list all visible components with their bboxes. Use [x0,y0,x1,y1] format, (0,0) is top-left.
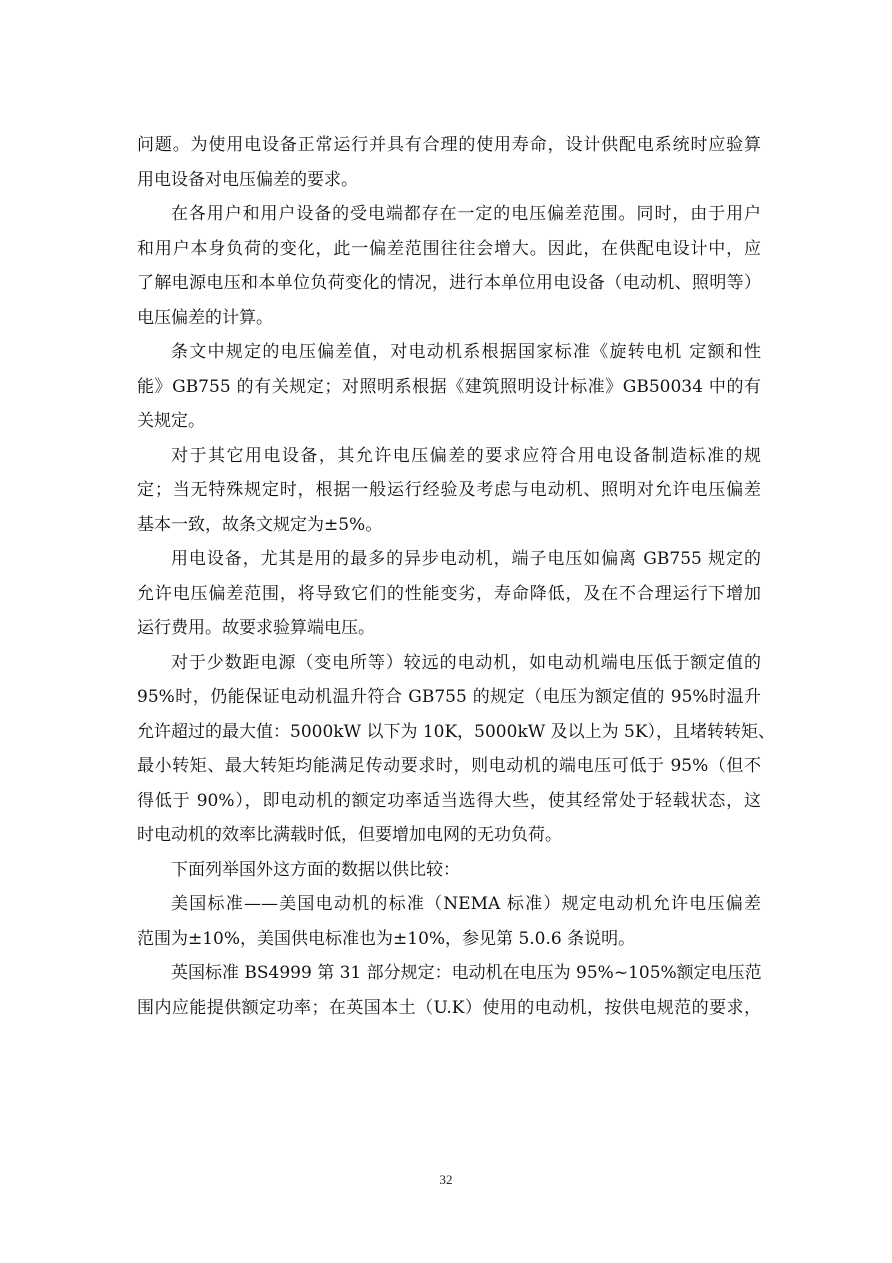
text-line: 美国标准——美国电动机的标准（NEMA 标准）规定电动机允许电压偏差 [171,894,761,914]
text-line: 在各用户和用户设备的受电端都存在一定的电压偏差范围。同时，由于用户 [171,204,761,224]
text-line: 用电设备对电压偏差的要求。 [137,169,358,190]
text-line: 关规定。 [137,411,205,431]
text-line: 问题。为使用电设备正常运行并具有合理的使用寿命，设计供配电系统时应验算 [137,135,761,155]
text-line: 范围为±10%，美国供电标准也为±10%，参见第 5.0.6 条说明。 [137,928,636,949]
text-line: 条文中规定的电压偏差值，对电动机系根据国家标准《旋转电机 定额和性 [171,342,761,362]
text-line: 下面列举国外这方面的数据以供比较： [171,859,460,880]
text-line: 电压偏差的计算。 [137,307,273,328]
text-line: 基本一致，故条文规定为±5%。 [137,514,383,535]
text-line: 围内应能提供额定功率；在英国本土（U.K）使用的电动机，按供电规范的要求， [137,997,761,1018]
text-line: 时电动机的效率比满载时低，但要增加电网的无功负荷。 [137,825,562,845]
text-line: 和用户本身负荷的变化，此一偏差范围往往会增大。因此，在供配电设计中，应 [137,238,761,259]
text-line: 定；当无特殊规定时，根据一般运行经验及考虑与电动机、照明对允许电压偏差 [137,480,761,500]
text-line: 得低于 90%），即电动机的额定功率适当选得大些，使其经常处于轻载状态，这 [137,790,761,811]
text-line: 对于少数距电源（变电所等）较远的电动机，如电动机端电压低于额定值的 [171,652,761,673]
text-line: 最小转矩、最大转矩均能满足传动要求时，则电动机的端电压可低于 95%（但不 [137,756,761,776]
text-line: 运行费用。故要求验算端电压。 [137,618,375,638]
text-line: 英国标准 BS4999 第 31 部分规定：电动机在电压为 95%~105%额定电压范 [171,963,762,983]
text-line: 95%时，仍能保证电动机温升符合 GB755 的规定（电压为额定值的 95%时温升 [137,687,761,707]
text-line: 了解电源电压和本单位负荷变化的情况，进行本单位用电设备（电动机、照明等） [137,273,761,293]
text-line: 对于其它用电设备，其允许电压偏差的要求应符合用电设备制造标准的规 [171,445,761,466]
text-line: 允许电压偏差范围，将导致它们的性能变劣，寿命降低，及在不合理运行下增加 [137,583,761,604]
text-line: 能》GB755 的有关规定；对照明系根据《建筑照明设计标准》GB50034 中的有 [137,376,761,397]
body-text [137,128,776,1025]
page-number: 32 [439,1172,453,1187]
text-line: 用电设备，尤其是用的最多的异步电动机，端子电压如偏离 GB755 规定的 [171,549,761,569]
text-line: 允许超过的最大值：5000kW 以下为 10K，5000kW 及以上为 5K），且堵转转矩、 [137,721,776,742]
